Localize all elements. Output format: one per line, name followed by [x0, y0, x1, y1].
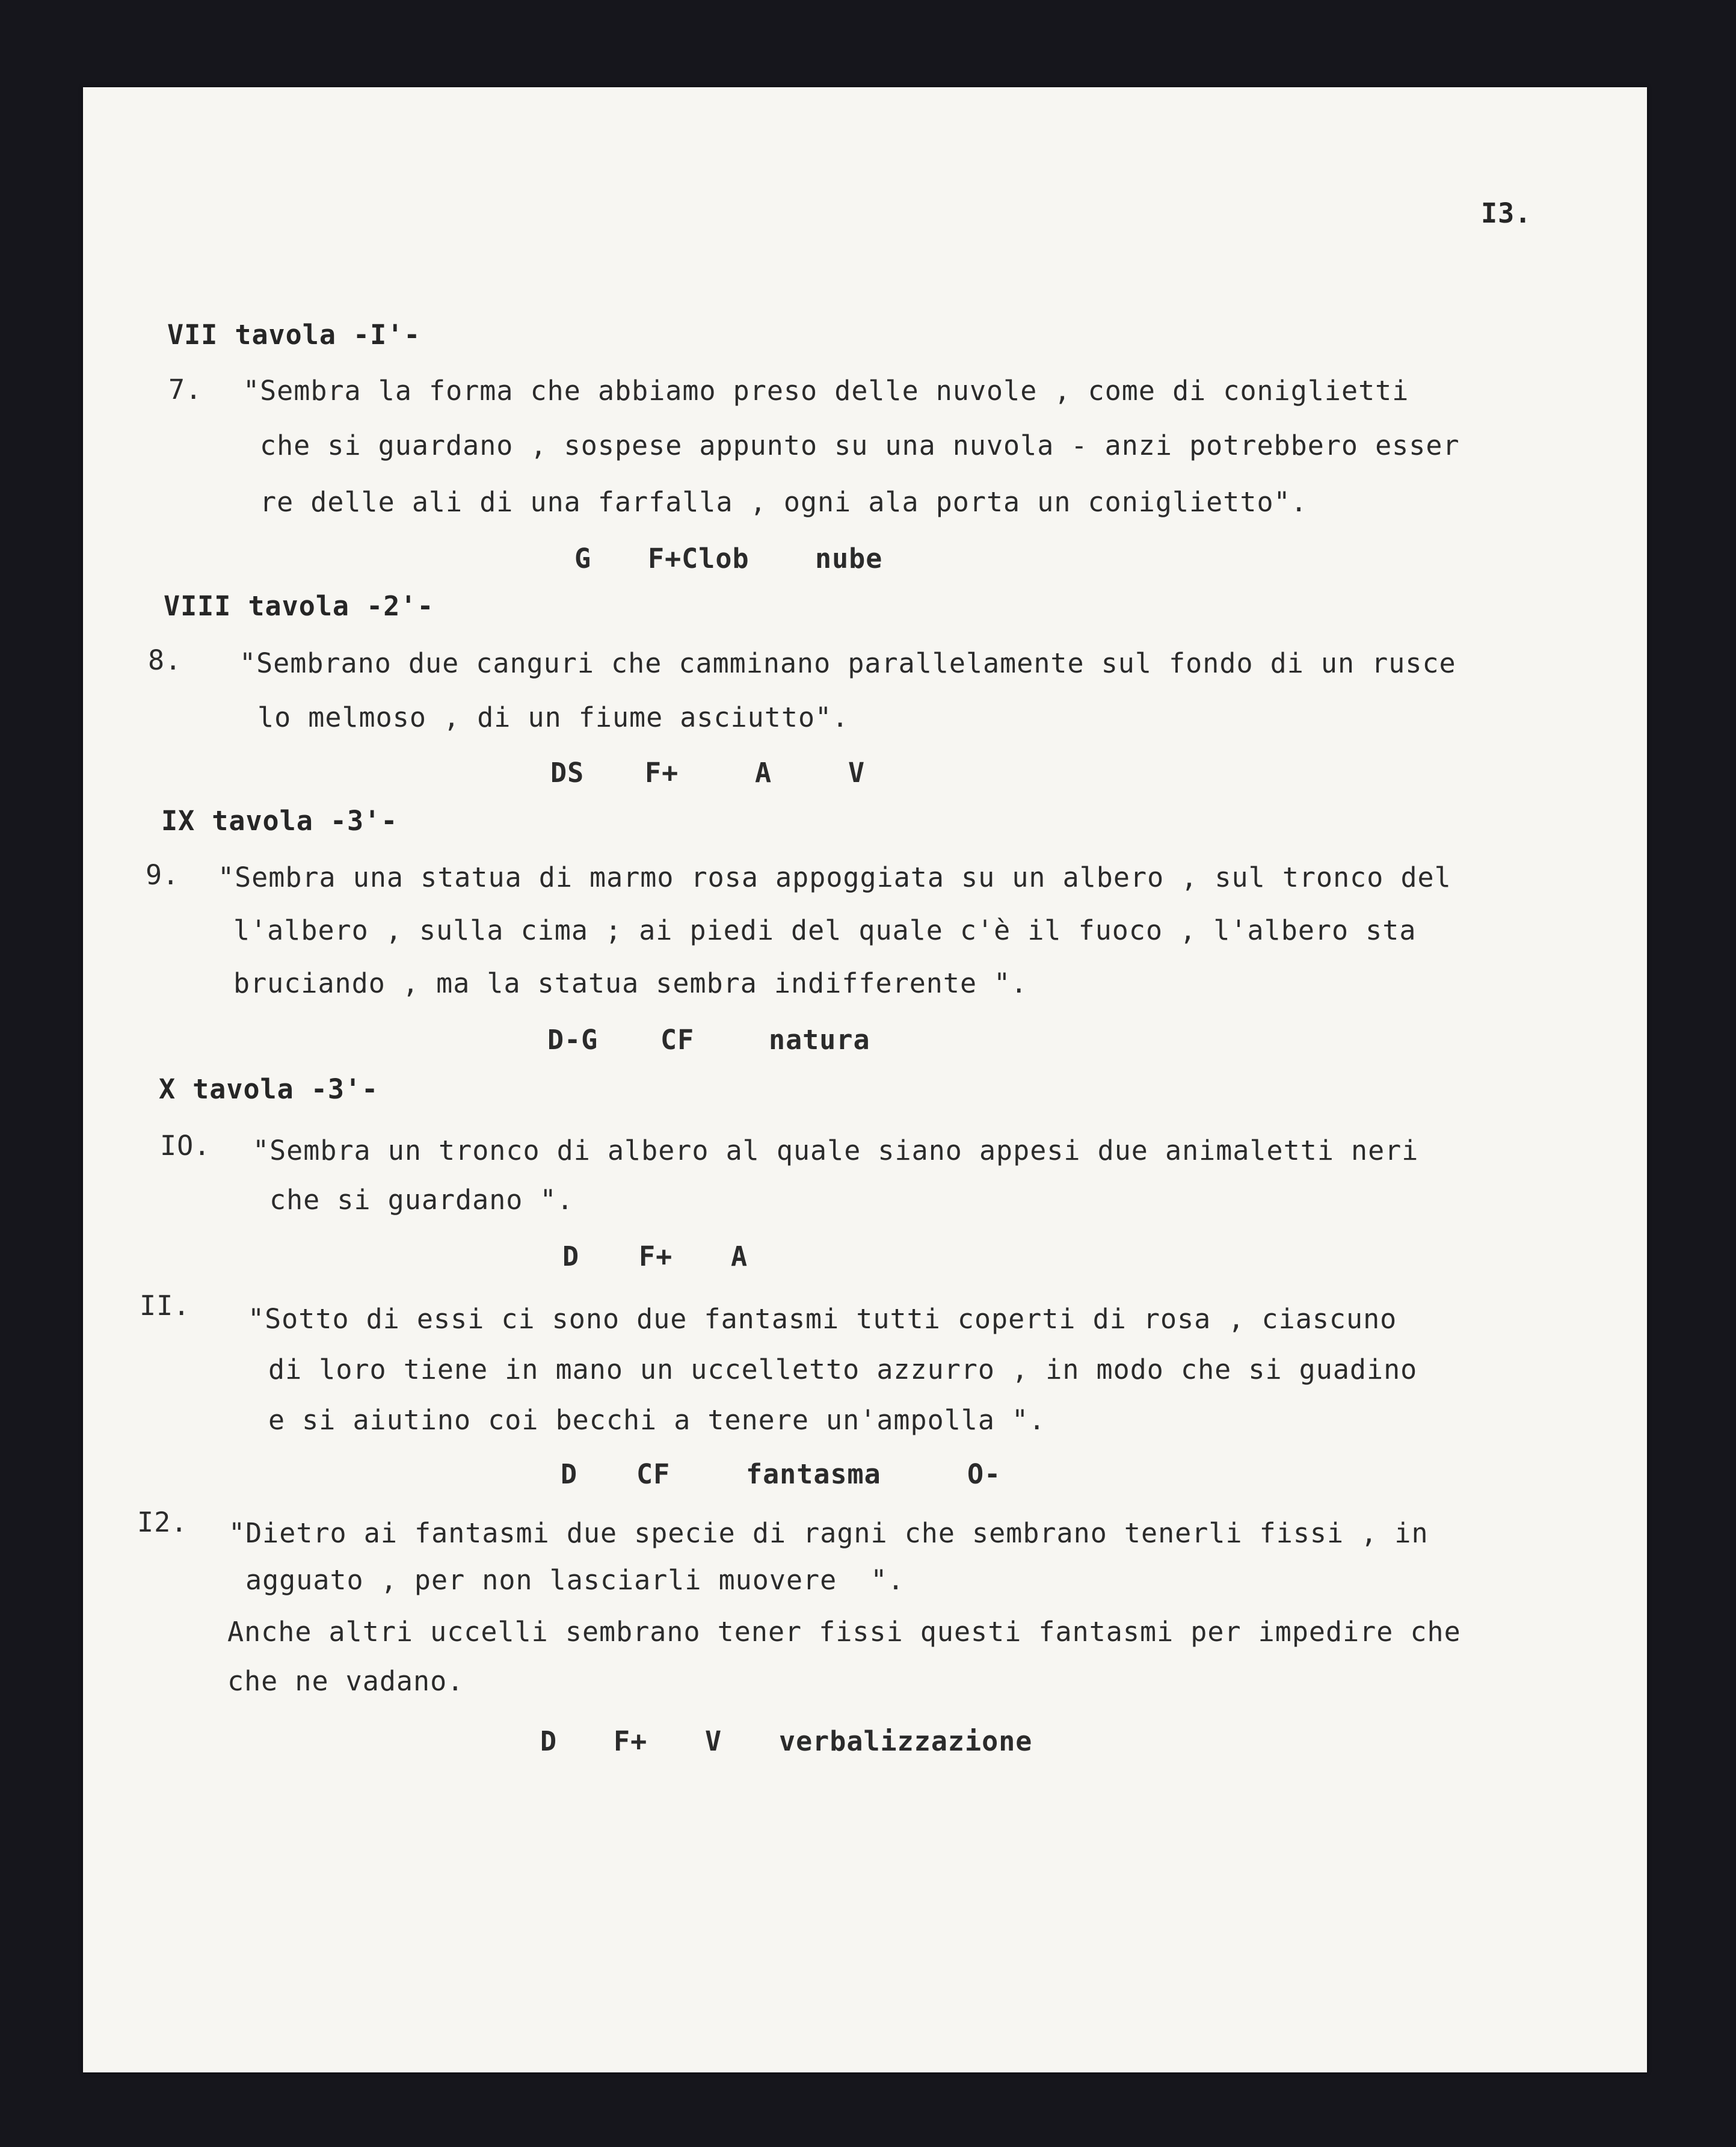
response-line: che si guardano ". — [269, 1184, 574, 1216]
code-determinant: F+Clob — [648, 543, 749, 574]
scoring-codes — [0, 1026, 1736, 1056]
response-line: "Sembra una statua di marmo rosa appoggiata su un albero , sul tronco del — [218, 861, 1451, 893]
section-heading: VIII tavola -2'- — [164, 590, 434, 622]
code-content: A — [731, 1240, 748, 1272]
code-location: D — [540, 1725, 558, 1757]
section-heading: IX tavola -3'- — [161, 805, 398, 837]
item-number: IO. — [160, 1130, 211, 1162]
response-line: lo melmoso , di un fiume asciutto". — [257, 701, 849, 733]
response-line: Anche altri uccelli sembrano tener fissi questi fantasmi per impedire che — [227, 1616, 1461, 1648]
item-number: 9. — [146, 859, 180, 891]
code-content: natura — [769, 1024, 870, 1056]
scoring-codes — [0, 545, 1736, 575]
item-number: 8. — [148, 644, 182, 676]
response-line: agguato , per non lasciarli muovere ". — [245, 1564, 905, 1596]
code-determinant: F+ — [614, 1725, 648, 1757]
response-line: l'albero , sulla cima ; ai piedi del quale c'è il fuoco , l'albero sta — [233, 914, 1417, 946]
code-location: DS — [550, 757, 585, 789]
item-number: II. — [140, 1290, 191, 1322]
scoring-codes — [0, 1725, 1736, 1758]
code-location: D-G — [547, 1024, 599, 1056]
code-popular: V — [705, 1725, 722, 1757]
code-determinant: F+ — [645, 757, 679, 789]
response-line: che si guardano , sospese appunto su una nuvola - anzi potrebbero esser — [260, 430, 1460, 461]
code-location: D — [561, 1458, 578, 1490]
code-popular: V — [848, 757, 866, 789]
section-heading: VII tavola -I'- — [167, 319, 421, 351]
page-number: I3. — [1481, 197, 1532, 229]
scoring-codes — [0, 759, 1736, 789]
code-content: fantasma — [746, 1458, 881, 1490]
scoring-codes — [0, 1240, 1736, 1273]
code-location: G — [574, 543, 592, 574]
response-line: "Sembra la forma che abbiamo preso delle nuvole , come di coniglietti — [243, 375, 1409, 407]
scoring-codes — [0, 1458, 1736, 1491]
code-determinant: F+ — [639, 1240, 673, 1272]
code-content: A — [755, 757, 772, 789]
response-line: "Sembrano due canguri che camminano parallelamente sul fondo di un rusce — [239, 647, 1456, 679]
response-line: re delle ali di una farfalla , ogni ala porta un coniglietto". — [260, 486, 1308, 518]
code-form-level: O- — [967, 1458, 1002, 1490]
code-determinant: CF — [660, 1024, 695, 1056]
item-number: 7. — [168, 374, 203, 405]
response-line: e si aiutino coi becchi a tenere un'ampolla ". — [268, 1404, 1046, 1436]
code-determinant: CF — [636, 1458, 671, 1490]
response-line: di loro tiene in mano un uccelletto azzurro , in modo che si guadino — [268, 1354, 1418, 1385]
code-location: D — [562, 1240, 580, 1272]
section-heading: X tavola -3'- — [159, 1073, 379, 1105]
response-line: bruciando , ma la statua sembra indifferente ". — [233, 967, 1028, 999]
response-line: "Sembra un tronco di albero al quale siano appesi due animaletti neri — [253, 1135, 1419, 1166]
code-note: verbalizzazione — [779, 1725, 1033, 1757]
response-line: che ne vadano. — [227, 1665, 464, 1697]
code-content: nube — [815, 543, 883, 574]
response-line: "Dietro ai fantasmi due specie di ragni che sembrano tenerli fissi , in — [229, 1517, 1429, 1549]
response-line: "Sotto di essi ci sono due fantasmi tutti coperti di rosa , ciascuno — [248, 1303, 1397, 1335]
item-number: I2. — [137, 1506, 188, 1538]
